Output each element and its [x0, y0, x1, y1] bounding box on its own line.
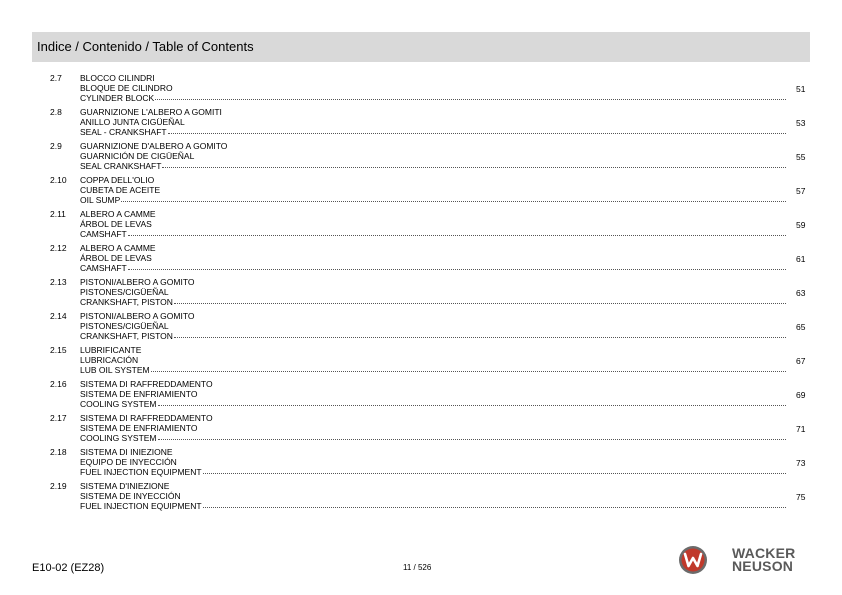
section-title-english	[80, 399, 786, 409]
page-title: Indice / Contenido / Table of Contents	[37, 39, 254, 54]
toc-entry[interactable]	[32, 412, 810, 446]
section-title-translation: BLOQUE DE CILINDRO	[80, 83, 173, 93]
section-title-translation: PISTONI/ALBERO A GOMITO	[80, 311, 195, 321]
brand-logo-text	[732, 547, 795, 572]
section-title-translation: SISTEMA DE INYECCIÓN	[80, 491, 181, 501]
dot-leader	[174, 296, 786, 304]
section-titles	[80, 73, 786, 103]
page-number-link[interactable]: 57	[796, 186, 806, 196]
section-title-english	[80, 365, 786, 375]
toc-entry[interactable]	[32, 480, 810, 514]
section-title-english	[80, 93, 786, 103]
section-title-translation: PISTONES/CIGÜEÑAL	[80, 321, 169, 331]
section-title-text: COOLING SYSTEM	[80, 433, 157, 443]
toc-entry[interactable]	[32, 106, 810, 140]
section-title-text: CYLINDER BLOCK	[80, 93, 155, 103]
section-title-translation: PISTONI/ALBERO A GOMITO	[80, 277, 195, 287]
toc-header-bar	[32, 32, 810, 62]
logo-line-2: NEUSON	[732, 557, 794, 574]
section-title-translation: ÁRBOL DE LEVAS	[80, 253, 152, 263]
section-title-translation: LUBRICACIÓN	[80, 355, 139, 365]
section-titles	[80, 447, 786, 477]
toc-entry[interactable]	[32, 208, 810, 242]
page-number-link[interactable]: 55	[796, 152, 806, 162]
page-indicator: 11 / 526	[403, 563, 432, 572]
section-title-text: LUB OIL SYSTEM	[80, 365, 150, 375]
logo-line-1: WACKER	[732, 545, 796, 561]
section-titles	[80, 345, 786, 375]
section-number: 2.12	[50, 243, 67, 253]
section-number: 2.7	[50, 73, 62, 83]
section-titles	[80, 243, 786, 273]
section-title-english	[80, 229, 786, 239]
dot-leader	[162, 160, 786, 168]
page-number-link[interactable]: 59	[796, 220, 806, 230]
section-title-translation: LUBRIFICANTE	[80, 345, 142, 355]
section-title-english	[80, 331, 786, 341]
section-title-translation: SISTEMA DI INIEZIONE	[80, 447, 173, 457]
section-number: 2.15	[50, 345, 67, 355]
section-title-text: OIL SUMP	[80, 195, 121, 205]
toc-entry[interactable]	[32, 276, 810, 310]
section-title-translation: SISTEMA DI RAFFREDDAMENTO	[80, 413, 213, 423]
section-title-translation: ÁRBOL DE LEVAS	[80, 219, 152, 229]
section-number: 2.13	[50, 277, 67, 287]
page-number-link[interactable]: 65	[796, 322, 806, 332]
dot-leader	[151, 364, 786, 372]
section-title-translation: COPPA DELL'OLIO	[80, 175, 155, 185]
section-title-english	[80, 161, 786, 171]
section-title-text: COOLING SYSTEM	[80, 399, 157, 409]
dot-leader	[158, 398, 786, 406]
page-number-link[interactable]: 75	[796, 492, 806, 502]
dot-leader	[128, 228, 786, 236]
page-number-link[interactable]: 67	[796, 356, 806, 366]
section-title-translation: CUBETA DE ACEITE	[80, 185, 161, 195]
toc-entry[interactable]	[32, 310, 810, 344]
dot-leader	[203, 466, 786, 474]
section-titles	[80, 413, 786, 443]
section-title-translation: GUARNICIÓN DE CIGÜEÑAL	[80, 151, 195, 161]
section-title-text: SEAL CRANKSHAFT	[80, 161, 162, 171]
section-titles	[80, 209, 786, 239]
section-titles	[80, 277, 786, 307]
section-title-english	[80, 195, 786, 205]
toc-entry[interactable]	[32, 344, 810, 378]
page-number-link[interactable]: 61	[796, 254, 806, 264]
section-title-translation: SISTEMA D'INIEZIONE	[80, 481, 170, 491]
section-number: 2.14	[50, 311, 67, 321]
section-title-translation: SISTEMA DI RAFFREDDAMENTO	[80, 379, 213, 389]
toc-entry[interactable]	[32, 140, 810, 174]
page-number-link[interactable]: 53	[796, 118, 806, 128]
section-number: 2.17	[50, 413, 67, 423]
section-titles	[80, 141, 786, 171]
section-title-english	[80, 297, 786, 307]
section-title-text: CRANKSHAFT, PISTON	[80, 331, 173, 341]
section-title-text: CRANKSHAFT, PISTON	[80, 297, 173, 307]
toc-entry[interactable]	[32, 446, 810, 480]
section-number: 2.16	[50, 379, 67, 389]
toc-entry[interactable]	[32, 378, 810, 412]
section-title-translation: PISTONES/CIGÜEÑAL	[80, 287, 169, 297]
section-title-text: FUEL INJECTION EQUIPMENT	[80, 467, 202, 477]
section-number: 2.18	[50, 447, 67, 457]
section-title-english	[80, 467, 786, 477]
section-title-translation: GUARNIZIONE L'ALBERO A GOMITI	[80, 107, 222, 117]
section-title-translation: ANILLO JUNTA CIGÜEÑAL	[80, 117, 185, 127]
section-title-translation: SISTEMA DE ENFRIAMIENTO	[80, 389, 198, 399]
section-title-translation: BLOCCO CILINDRI	[80, 73, 155, 83]
toc-entry[interactable]	[32, 242, 810, 276]
section-title-english	[80, 127, 786, 137]
page-number-link[interactable]: 63	[796, 288, 806, 298]
section-titles	[80, 107, 786, 137]
dot-leader	[128, 262, 786, 270]
section-number: 2.9	[50, 141, 62, 151]
dot-leader	[174, 330, 786, 338]
section-title-text: SEAL - CRANKSHAFT	[80, 127, 167, 137]
wacker-neuson-w-icon	[678, 545, 708, 575]
dot-leader	[158, 432, 786, 440]
document-code: E10-02 (EZ28)	[32, 562, 105, 574]
section-number: 2.11	[50, 209, 66, 219]
section-title-english	[80, 433, 786, 443]
section-title-translation: ALBERO A CAMME	[80, 209, 156, 219]
dot-leader	[203, 500, 786, 508]
section-title-text: FUEL INJECTION EQUIPMENT	[80, 501, 202, 511]
section-title-translation: EQUIPO DE INYECCIÓN	[80, 457, 177, 467]
section-titles	[80, 311, 786, 341]
section-title-text: CAMSHAFT	[80, 263, 127, 273]
section-title-text: CAMSHAFT	[80, 229, 127, 239]
section-titles	[80, 481, 786, 511]
dot-leader	[121, 194, 786, 202]
section-title-english	[80, 501, 786, 511]
section-title-translation: SISTEMA DE ENFRIAMIENTO	[80, 423, 198, 433]
toc-entry[interactable]	[32, 72, 810, 106]
dot-leader	[155, 92, 786, 100]
page-number-link[interactable]: 71	[796, 424, 806, 434]
section-titles	[80, 379, 786, 409]
section-number: 2.8	[50, 107, 62, 117]
table-of-contents	[32, 72, 810, 514]
section-title-translation: GUARNIZIONE D'ALBERO A GOMITO	[80, 141, 228, 151]
dot-leader	[168, 126, 786, 134]
page-number-link[interactable]: 69	[796, 390, 806, 400]
page-number-link[interactable]: 51	[796, 84, 806, 94]
section-title-english	[80, 263, 786, 273]
section-title-translation: ALBERO A CAMME	[80, 243, 156, 253]
section-number: 2.10	[50, 175, 67, 185]
section-number: 2.19	[50, 481, 67, 491]
section-titles	[80, 175, 786, 205]
page-number-link[interactable]: 73	[796, 458, 806, 468]
toc-entry[interactable]	[32, 174, 810, 208]
